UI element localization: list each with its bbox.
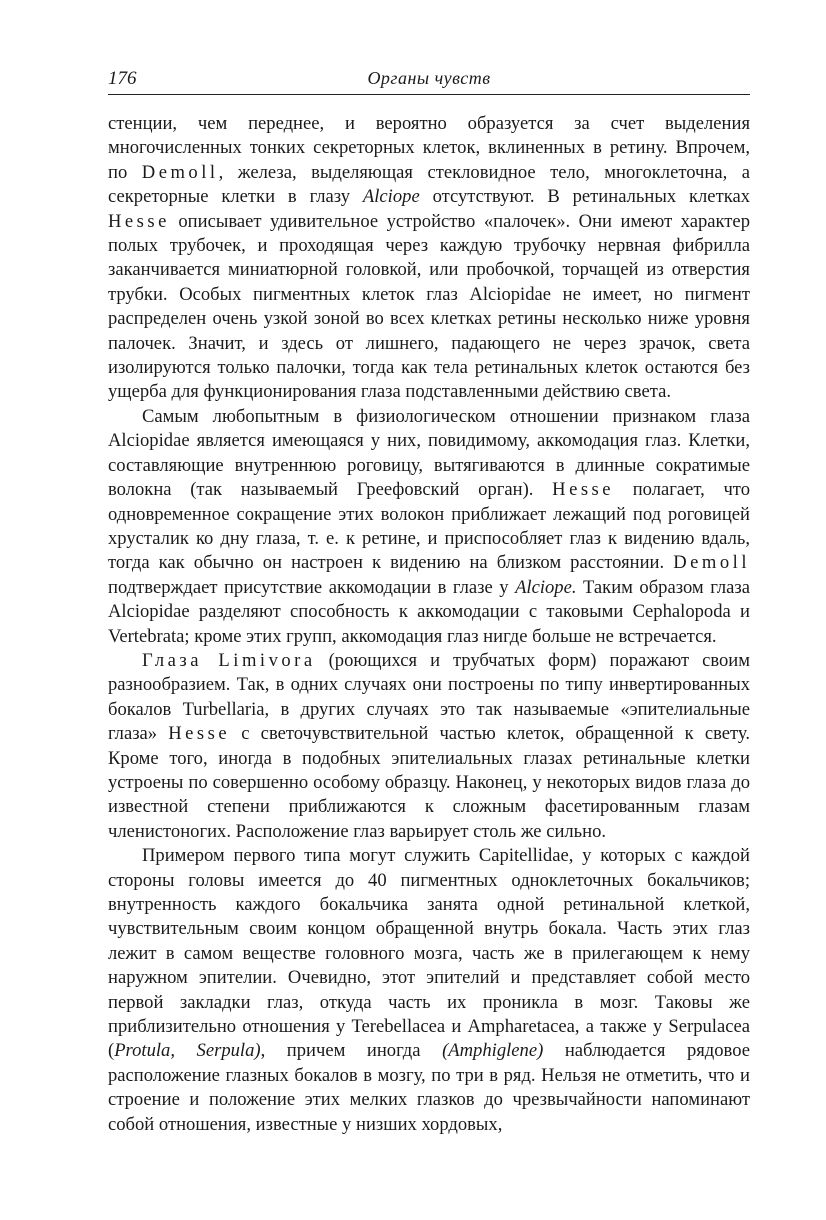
running-head: Органы чувств bbox=[367, 68, 491, 88]
paragraph-4 bbox=[108, 844, 750, 1137]
author-name: Hesse bbox=[168, 723, 231, 745]
paragraph-3 bbox=[108, 649, 750, 844]
taxon-name: (Amphiglene) bbox=[442, 1040, 544, 1062]
text-run: полагает, что одновременное сокращение этих волокон приближает лежащий под роговицей хрусталик ко дну глаза, т. е. к ретине, и приспособляет глаз к видению вдаль, тогда как обычно он настроен к видению на близком расстоянии. bbox=[108, 479, 750, 574]
page-header bbox=[108, 64, 750, 96]
text-run: Самым любопытным в физиологическом отношении признаком глаза Alciopidae является имеющаяся у них, повидимому, аккомодация глаз. Клетки, составляющие внутреннюю роговицу, вытягиваются в длинные сократимые волокна (так называемый Греефовский орган). bbox=[108, 405, 750, 501]
body-text bbox=[108, 112, 750, 1137]
author-name: Demoll bbox=[141, 161, 219, 183]
text-run: описывает удивительное устройство «палочек». Они имеют характер полых трубочек, и проходящая через каждую трубочку нервная фибрилла заканчивается миниатюрной головкой, или пробочкой, торчащей из отверстия трубки. Особых пигментных клеток глаз Alciopidae не имеет, но пигмент распределен очень узкой зоной во всех клетках ретины несколько ниже уровня палочек. Значит, и здесь от лишнего, падающего не через зрачок, света изолируются только палочки, тогда как тела ретинальных клеток остаются без ущерба для функционирования глаза подставленными действию света. bbox=[108, 210, 750, 403]
taxon-name: Alciope. bbox=[515, 576, 577, 598]
taxon-name: Protula, Serpula) bbox=[114, 1040, 261, 1062]
text-run: Примером первого типа могут служить Capitellidae, у которых с каждой стороны головы имеется до 40 пигментных одноклеточных бокальчиков; внутренность каждого бокальчика занята одной ретинальной клеткой, чувствительным своим концом обращенной внутрь бокала. Часть этих глаз лежит в самом веществе головного мозга, часть же в прилегающем к нему наружном эпителии. Очевидно, этот эпителий и представляет собой место первой закладки глаз, откуда часть их проникла в мозг. Таковы же приблизительно отношения у Terebellacea и Ampharetacea, а также у Serpulacea ( bbox=[108, 845, 750, 1062]
text-run: Таким образом глаза Alciopidae разделяют способность к аккомодации с таковыми Cephalopoda и Vertebrata; кроме этих групп, аккомодация глаз нигде больше не встречается. bbox=[108, 576, 750, 647]
paragraph-1 bbox=[108, 112, 750, 405]
taxon-name: Alciope bbox=[362, 186, 420, 208]
author-name: Demoll bbox=[673, 552, 750, 574]
text-run: (роющихся и трубчатых форм) поражают своим разнообразием. Так, в одних случаях они построены по типу инвертированных бокалов Turbellaria, в других случаях это так называемые «эпителиальные глаза» bbox=[108, 649, 750, 745]
text-run: отсутствуют. В ретинальных клетках bbox=[419, 186, 750, 208]
header-rule bbox=[108, 94, 750, 95]
text-run: с светочувствительной частью клеток, обращенной к свету. Кроме того, иногда в подобных эпителиальных глазах ретинальные клетки устроены по совершенно особому образцу. Наконец, у некоторых видов глаза до известной степени приближаются к сложным фасетированным глазам членистоногих. Расположение глаз варьирует столь же сильно. bbox=[108, 723, 750, 842]
text-run: подтверждает присутствие аккомодации в глазе у bbox=[108, 576, 516, 598]
author-name: Hesse bbox=[552, 479, 615, 501]
text-run: , причем иногда bbox=[260, 1040, 443, 1062]
section-lead: Глаза Limivora bbox=[142, 649, 316, 671]
text-run: стенции, чем переднее, и вероятно образуется за счет выделения многочисленных тонких секреторных клеток, вклиненных в ретину. Впрочем, по bbox=[108, 113, 750, 183]
text-run: наблюдается рядовое расположение глазных бокалов в мозгу, по три в ряд. Нельзя не отметить, что и строение и положение этих мелких глазков до чрезвычайности напоминают собой отношения, известные у низших хордовых, bbox=[108, 1040, 750, 1135]
text-run: , железа, выделяющая стекловидное тело, многоклеточна, а секреторные клетки в глазу bbox=[108, 161, 750, 208]
paragraph-2 bbox=[108, 405, 750, 649]
page-number: 176 bbox=[108, 68, 137, 89]
author-name: Hesse bbox=[108, 210, 170, 232]
